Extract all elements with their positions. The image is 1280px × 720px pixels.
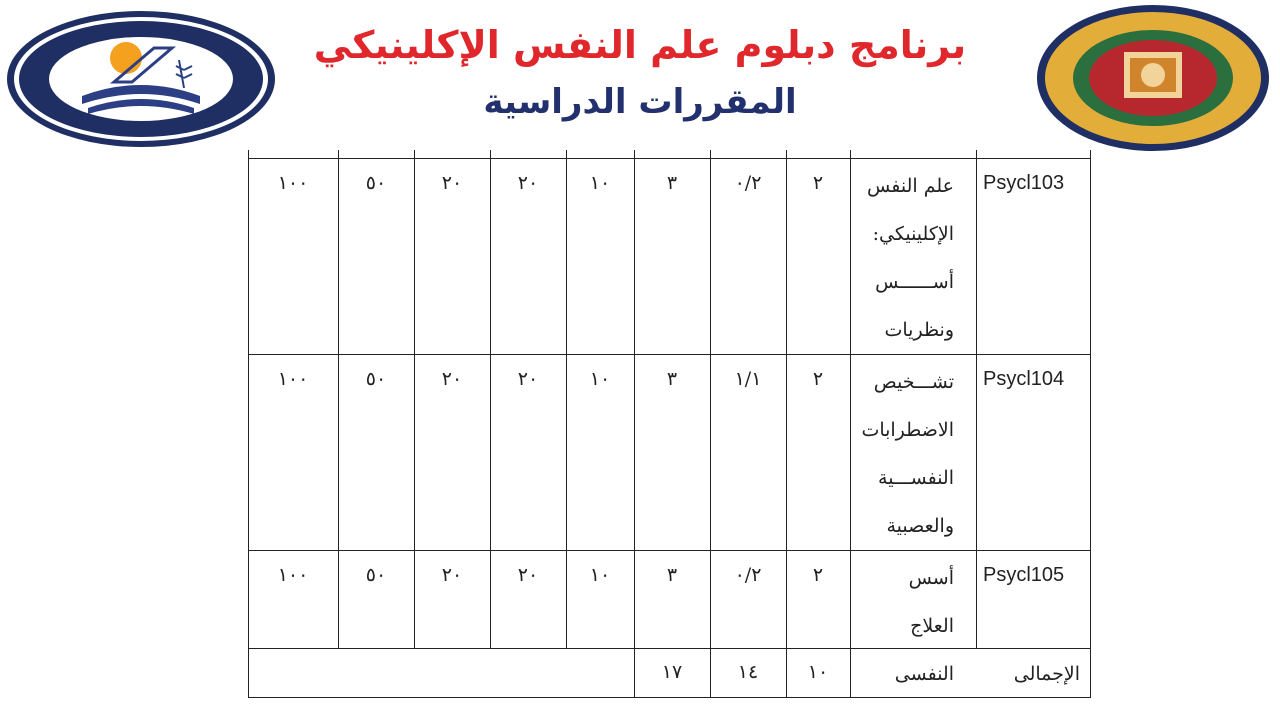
table-cell: ١٠	[589, 172, 611, 194]
table-cell: ١٠٠	[277, 564, 309, 586]
table-cell: ٢٠	[517, 564, 539, 586]
table-cell: ١٠	[589, 368, 611, 390]
page-title: برنامج دبلوم علم النفس الإكلينيكي	[313, 23, 967, 67]
table-cell: ٥٠	[365, 564, 387, 586]
table-cell: ٢٠	[441, 564, 463, 586]
table-cell: ١/١	[734, 368, 762, 390]
table-cell: ٢	[812, 368, 824, 390]
table-cell: ٢٠	[441, 368, 463, 390]
table-cell: ٣	[666, 564, 678, 586]
total-label: الإجمالى	[1013, 663, 1080, 685]
course-name: علم النفس الإكلينيكي: أســــــس ونظريات	[867, 175, 954, 341]
table-cell: ١٠٠	[277, 172, 309, 194]
table-cell: ٢٠	[517, 368, 539, 390]
table-cell: ٠/٢	[734, 564, 762, 586]
table-cell: ٢	[812, 564, 824, 586]
table-cell: ١٠	[807, 661, 829, 683]
table-cell: ٢٠	[517, 172, 539, 194]
table-cell: ٣	[666, 172, 678, 194]
course-code: Psycl103	[983, 172, 1065, 194]
table-cell: ٠/٢	[734, 172, 762, 194]
table-cell: ٥٠	[365, 368, 387, 390]
table-cell: ٣	[666, 368, 678, 390]
table-cell: ٢	[812, 172, 824, 194]
table-cell: ١٠٠	[277, 368, 309, 390]
table-cell: ١٠	[589, 564, 611, 586]
course-code: Psycl104	[983, 368, 1065, 390]
course-name: أسس العلاج النفسى	[894, 567, 954, 685]
page-subtitle: المقررات الدراسية	[483, 82, 797, 122]
table-cell: ١٧	[661, 661, 683, 683]
table-cell: ٥٠	[365, 172, 387, 194]
course-name: تشـــخيص الاضطرابات النفســـية والعصبية	[861, 371, 954, 537]
course-code: Psycl105	[983, 564, 1065, 586]
table-cell: ١٤	[737, 661, 759, 683]
table-cell: ٢٠	[441, 172, 463, 194]
